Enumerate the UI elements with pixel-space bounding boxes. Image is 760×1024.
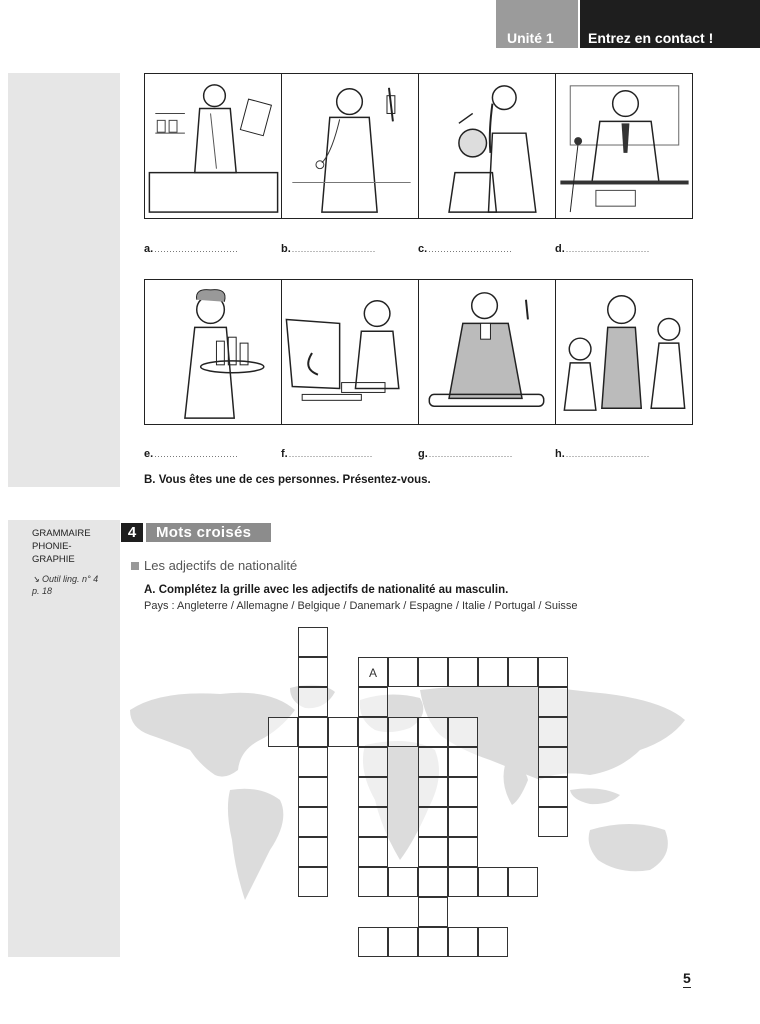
illustration-strip-top <box>144 73 693 219</box>
answers-row-bottom <box>144 448 693 460</box>
answer-h[interactable]: h. ............................ <box>555 448 650 460</box>
subsection-heading <box>131 558 297 573</box>
party-people-icon <box>556 280 692 424</box>
subsection-title: Les adjectifs de nationalité <box>144 558 298 573</box>
instruction-a: A. Complétez la grille avec les adjectifs de nationalité au masculin. <box>144 584 509 596</box>
answer-d[interactable]: d. ............................ <box>555 243 650 255</box>
waitress-icon <box>145 280 282 424</box>
answer-f[interactable]: f. ............................ <box>281 448 373 460</box>
side-label-graphie: GRAPHIE <box>32 554 75 565</box>
grid-cell[interactable] <box>298 627 328 657</box>
side-reference <box>32 573 98 597</box>
question-b: B. Vous êtes une de ces personnes. Présentez-vous. <box>144 474 431 486</box>
lawyer-icon <box>419 280 556 424</box>
answer-a[interactable]: a. ............................ <box>144 243 239 255</box>
grid-cell[interactable] <box>418 927 448 957</box>
unit-tab: Unité 1 <box>496 0 578 48</box>
section-number: 4 <box>121 523 143 542</box>
side-reference-tool: ↘ Outil ling. n° 4 <box>32 574 99 584</box>
chapter-title: Entrez en contact ! <box>580 0 760 48</box>
world-map-icon <box>120 680 700 930</box>
office-worker-icon <box>282 280 419 424</box>
answers-row-top <box>144 243 693 255</box>
grid-cell[interactable] <box>388 927 418 957</box>
answer-c[interactable]: c. ............................ <box>418 243 513 255</box>
side-label-phonie: PHONIE- <box>32 541 72 552</box>
illustration-strip-bottom <box>144 279 693 425</box>
answer-g[interactable]: g. ............................ <box>418 448 513 460</box>
answer-b[interactable]: b. ............................ <box>281 243 376 255</box>
grid-cell[interactable] <box>448 927 478 957</box>
section-title: Mots croisés <box>146 523 271 542</box>
grid-cell[interactable] <box>478 927 508 957</box>
side-reference-page: p. 18 <box>32 586 53 596</box>
countries-list: Pays : Angleterre / Allemagne / Belgique / Danemark / Espagne / Italie / Portugal / Suisse <box>144 600 578 612</box>
doctor-icon <box>282 74 419 218</box>
hairdresser-icon <box>419 74 556 218</box>
bullet-square-icon <box>131 562 139 570</box>
side-column-top <box>8 73 120 487</box>
pharmacist-icon <box>145 74 282 218</box>
side-label-grammaire: GRAMMAIRE <box>32 528 91 539</box>
presenter-icon <box>556 74 692 218</box>
page-number: 5 <box>683 970 691 986</box>
answer-e[interactable]: e. ............................ <box>144 448 239 460</box>
grid-cell-prefilled[interactable]: A <box>358 657 388 687</box>
grid-cell[interactable] <box>358 927 388 957</box>
